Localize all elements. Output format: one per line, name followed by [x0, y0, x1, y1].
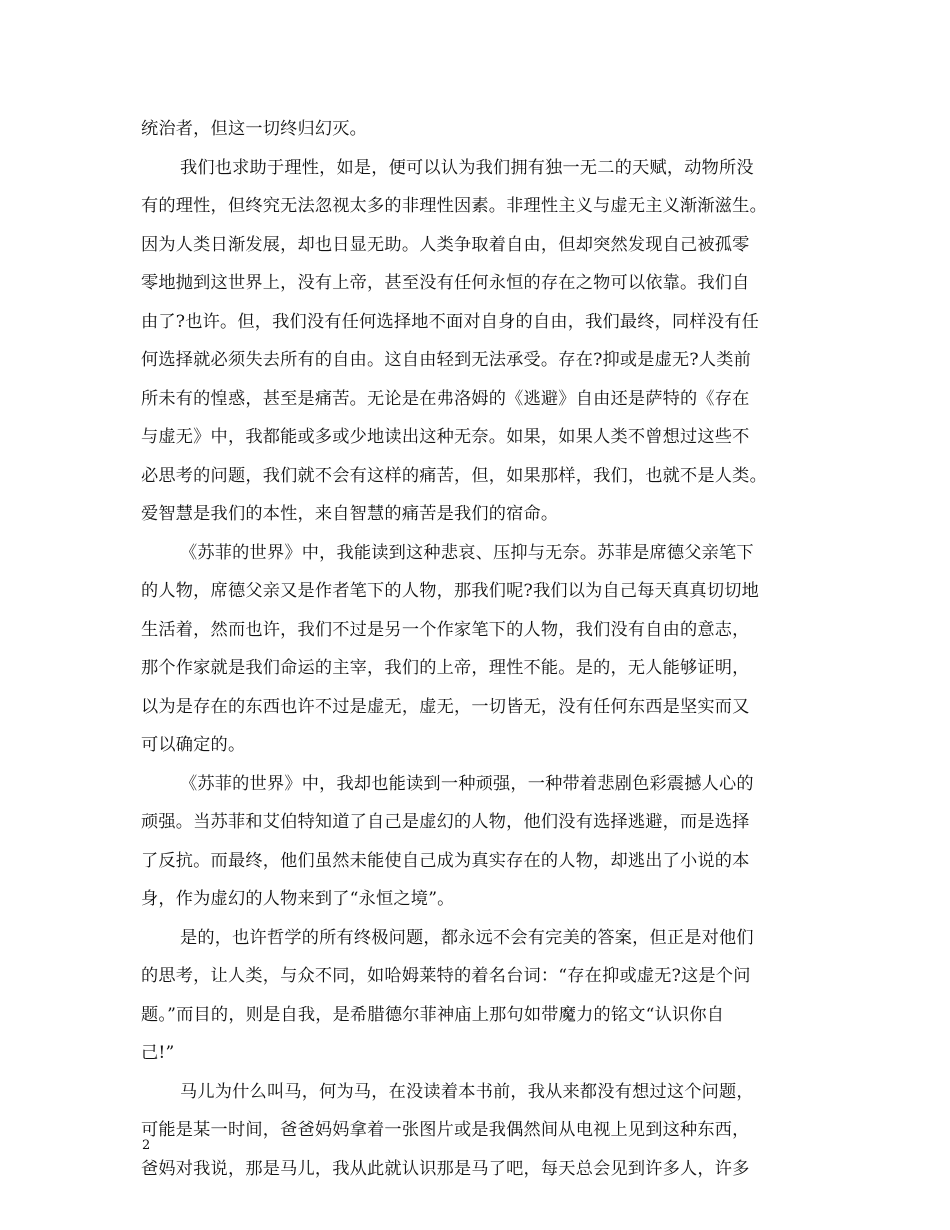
text-line: 有的理性，但终究无法忽视太多的非理性因素。非理性主义与虚无主义渐渐滋生。: [141, 196, 767, 216]
text-line: 题。”而目的，则是自我，是希腊德尔菲神庙上那句如带魔力的铭文“认识你自: [141, 1004, 725, 1025]
text-line: 统治者，但这一切终归幻灭。: [141, 119, 368, 139]
text-line: 的思考，让人类，与众不同，如哈姆莱特的着名台词：“存在抑或虚无?这是个问: [141, 966, 751, 986]
text-line: 何选择就必须失去所有的自由。这自由轻到无法承受。存在?抑或是虚无?人类前: [141, 350, 752, 370]
text-line: 爱智慧是我们的本性，来自智慧的痛苦是我们的宿命。: [141, 504, 559, 524]
text-line: 由了?也许。但，我们没有任何选择地不面对自身的自由，我们最终，同样没有任: [141, 311, 759, 332]
text-line: 我们也求助于理性，如是，便可以认为我们拥有独一无二的天赋，动物所没: [180, 157, 754, 178]
text-line: 顽强。当苏菲和艾伯特知道了自己是虚幻的人物，他们没有选择逃避，而是选择: [141, 812, 750, 832]
text-line: 所未有的惶惑，甚至是痛苦。无论是在弗洛姆的《逃避》自由还是萨特的《存在: [141, 388, 750, 409]
text-line: 的人物，席德父亲又是作者笔下的人物，那我们呢?我们以为自己每天真真切切地: [141, 581, 759, 601]
text-line: 可以确定的。: [141, 735, 246, 755]
text-line: 必思考的问题，我们就不会有这样的痛苦，但，如果那样，我们，也就不是人类。: [141, 465, 767, 486]
page-number: 2: [142, 1138, 151, 1153]
text-line: 因为人类日渐发展，却也日显无助。人类争取着自由，但却突然发现自己被孤零: [141, 234, 750, 255]
text-line: 与虚无》中，我都能或多或少地读出这种无奈。如果，如果人类不曾想过这些不: [141, 427, 750, 447]
text-line: 可能是某一时间，爸爸妈妈拿着一张图片或是我偶然间从电视上见到这种东西，: [141, 1120, 750, 1140]
text-line: 《苏菲的世界》中，我却也能读到一种顽强，一种带着悲剧色彩震撼人心的: [180, 773, 754, 794]
text-line: 是的，也许哲学的所有终极问题，都永远不会有完美的答案，但正是对他们: [180, 927, 754, 948]
text-line: 身，作为虚幻的人物来到了“永恒之境”。: [141, 889, 455, 909]
text-line: 《苏菲的世界》中，我能读到这种悲哀、压抑与无奈。苏菲是席德父亲笔下: [180, 542, 754, 563]
text-line: 己!”: [141, 1043, 175, 1063]
text-line: 了反抗。而最终，他们虽然未能使自己成为真实存在的人物，却逃出了小说的本: [141, 850, 750, 871]
text-line: 生活着，然而也许，我们不过是另一个作家笔下的人物，我们没有自由的意志，: [141, 619, 750, 640]
text-line: 马儿为什么叫马，何为马，在没读着本书前，我从来都没有想过这个问题，: [180, 1081, 754, 1102]
text-line: 以为是存在的东西也许不过是虚无，虚无，一切皆无，没有任何东西是坚实而又: [141, 696, 750, 717]
text-line: 爸妈对我说，那是马儿，我从此就认识那是马了吧，每天总会见到许多人，许多: [141, 1158, 750, 1179]
text-line: 那个作家就是我们命运的主宰，我们的上帝，理性不能。是的，无人能够证明，: [141, 658, 750, 678]
text-line: 零地抛到这世界上，没有上帝，甚至没有任何永恒的存在之物可以依靠。我们自: [141, 273, 750, 293]
